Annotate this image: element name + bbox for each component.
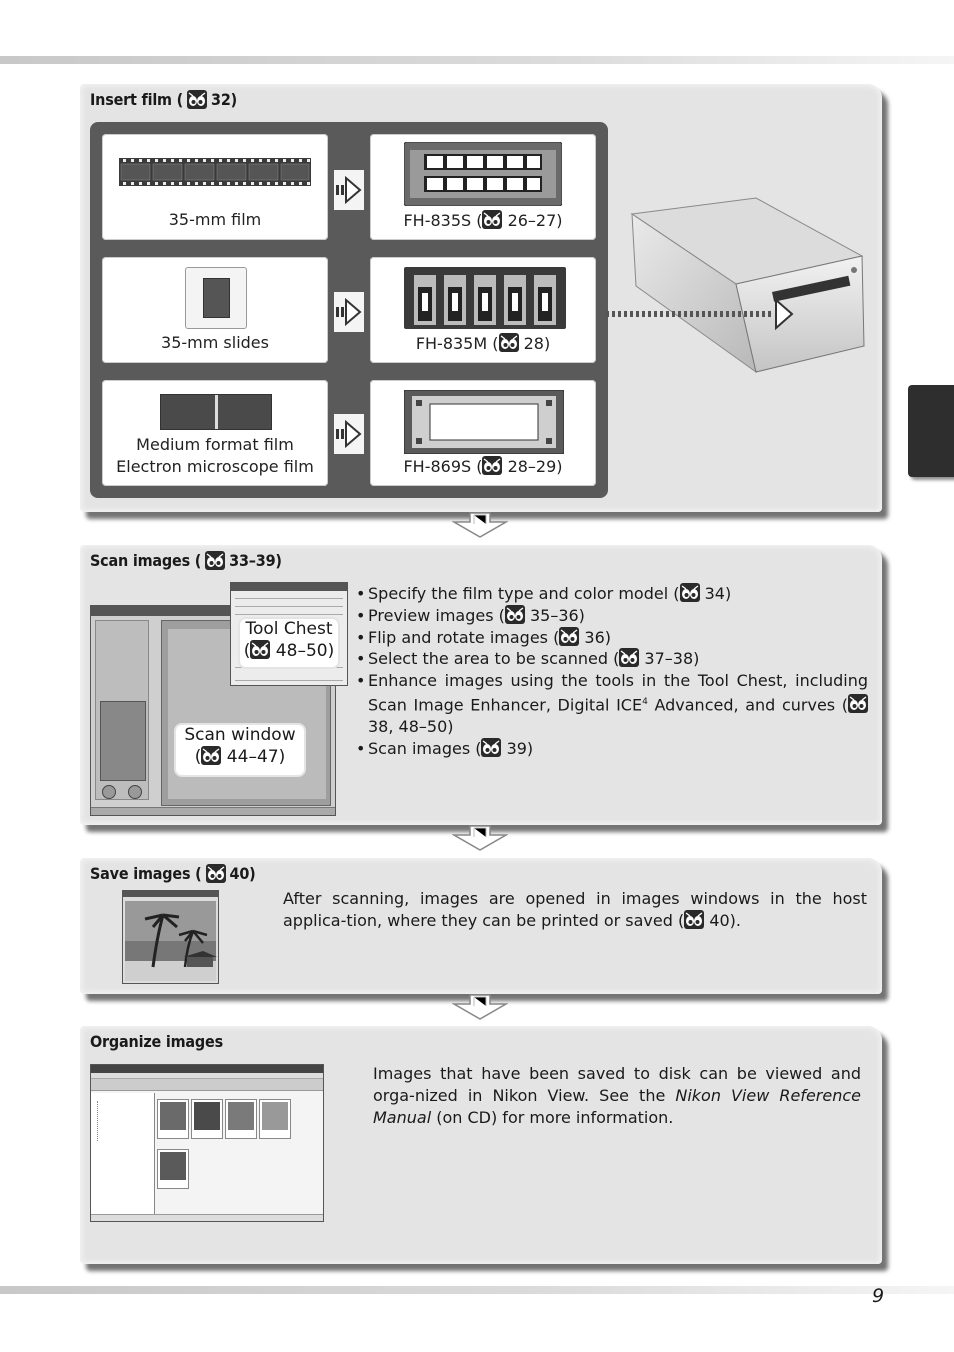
eye-reference-icon — [205, 551, 225, 570]
list-item: • Preview images ( 35–36) — [356, 605, 868, 627]
cell-label: 35-mm slides — [161, 333, 269, 352]
save-images-panel — [80, 858, 882, 994]
top-rule — [0, 56, 954, 64]
down-arrow-icon — [452, 825, 508, 851]
eye-reference-icon — [206, 864, 226, 883]
organize-description: Images that have been saved to disk can be viewed and orga-nized in Nikon View. See the Nikon View Reference Manual (on CD) for more information. — [373, 1064, 861, 1127]
save-description: After scanning, images are opened in images windows in the host applica-tion, where they can be printed or saved ( 40). — [283, 889, 867, 930]
medium-format-film-image — [160, 394, 272, 430]
insert-film-panel — [80, 84, 882, 512]
tool-chest-callout: Tool Chest ( 48–50) — [240, 619, 338, 667]
panel-title: Insert film ( 32) — [90, 90, 238, 109]
scan-images-panel — [80, 545, 882, 825]
eye-reference-icon — [619, 648, 639, 667]
eye-reference-icon — [250, 640, 270, 659]
eye-reference-icon — [499, 333, 519, 352]
chapter-tab — [908, 385, 954, 477]
film-holder-grid — [90, 122, 608, 498]
list-item: • Flip and rotate images ( 36) — [356, 627, 868, 649]
slide-mount-image — [185, 267, 247, 329]
eye-reference-icon — [201, 746, 221, 765]
fh835m-holder-image — [404, 267, 566, 329]
cell-label: FH-835S ( 26–27) — [403, 211, 563, 230]
eye-reference-icon — [559, 627, 579, 646]
fh835s-cell — [370, 134, 596, 240]
right-arrow-icon — [334, 170, 364, 210]
fh869s-holder-image — [404, 390, 564, 454]
cell-label: Electron microscope film — [116, 457, 314, 476]
slides-35mm-cell — [102, 257, 328, 363]
fh835s-holder-image — [404, 142, 562, 206]
eye-reference-icon — [684, 910, 704, 929]
panel-title: Scan images ( 33–39) — [90, 551, 282, 570]
eye-reference-icon — [481, 738, 501, 757]
bottom-rule — [0, 1286, 954, 1294]
cell-label: 35-mm film — [168, 210, 262, 229]
page-number: 9 — [872, 1285, 885, 1307]
cell-label: FH-869S ( 28–29) — [403, 457, 563, 476]
eye-reference-icon — [848, 694, 868, 713]
medium-format-cell — [102, 380, 328, 486]
nikon-view-screenshot — [90, 1064, 324, 1222]
organize-images-panel — [80, 1026, 882, 1264]
list-item: • Select the area to be scanned ( 37–38) — [356, 648, 868, 670]
down-arrow-icon — [452, 994, 508, 1020]
panel-title: Save images ( 40) — [90, 864, 256, 883]
film-35mm-cell — [102, 134, 328, 240]
scan-steps-list — [356, 583, 868, 760]
fh869s-cell — [370, 380, 596, 486]
right-arrow-icon — [334, 414, 364, 454]
eye-reference-icon — [482, 210, 502, 229]
panel-title: Organize images — [90, 1032, 223, 1051]
list-item: • Enhance images using the tools in the Tool Chest, including Scan Image Enhancer, Digital ICE$^4$ Advanced, and curves ( 38, 48–50) — [356, 670, 868, 738]
saved-image-screenshot — [122, 890, 219, 984]
scanner-image — [606, 196, 868, 376]
fh835m-cell — [370, 257, 596, 363]
eye-reference-icon — [482, 456, 502, 475]
right-arrow-icon — [334, 292, 364, 332]
list-item: • Scan images ( 39) — [356, 738, 868, 760]
cell-label: Medium format film — [136, 435, 294, 454]
eye-reference-icon — [505, 605, 525, 624]
down-arrow-icon — [452, 512, 508, 538]
cell-label: FH-835M ( 28) — [415, 334, 551, 353]
scan-window-callout: Scan window ( 44–47) — [176, 725, 304, 775]
list-item: • Specify the film type and color model ( 34) — [356, 583, 868, 605]
eye-reference-icon — [187, 90, 207, 109]
eye-reference-icon — [680, 583, 700, 602]
film-strip-image — [119, 158, 311, 186]
